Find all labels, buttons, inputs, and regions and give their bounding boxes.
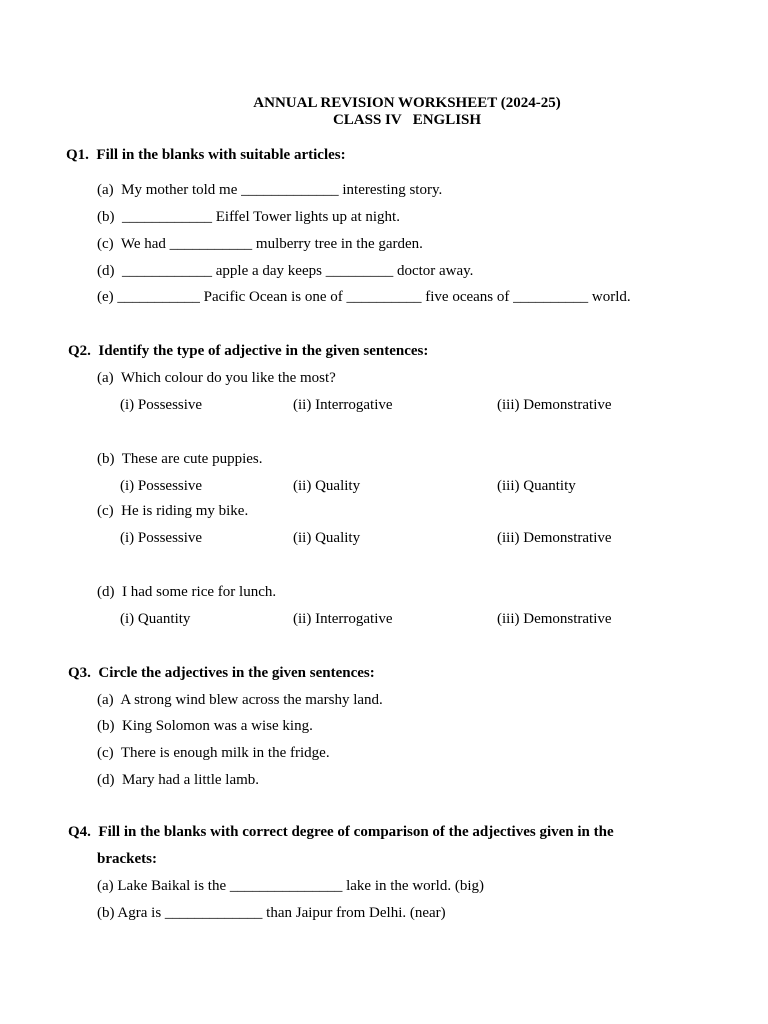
q2-d-option-2: (ii) Interrogative <box>293 611 393 627</box>
q2-a-option-1: (i) Possessive <box>120 397 203 413</box>
q2-question-a: (a) Which colour do you like the most? <box>97 370 336 386</box>
q2-b-option-1: (i) Possessive <box>120 478 203 494</box>
q1-heading: Q1. Fill in the blanks with suitable articles: <box>66 147 346 163</box>
q1-item-e: (e) ___________ Pacific Ocean is one of __________ five oceans of __________ world. <box>97 289 631 305</box>
q4-item-b: (b) Agra is _____________ than Jaipur from Delhi. (near) <box>97 905 446 921</box>
q3-heading: Q3. Circle the adjectives in the given sentences: <box>68 665 375 681</box>
q2-heading: Q2. Identify the type of adjective in the given sentences: <box>68 343 429 359</box>
q2-d-option-3: (iii) Demonstrative <box>497 611 612 627</box>
q2-a-option-3: (iii) Demonstrative <box>497 397 612 413</box>
q2-b-option-2: (ii) Quality <box>293 478 361 494</box>
worksheet-title: ANNUAL REVISION WORKSHEET (2024-25) <box>253 95 561 111</box>
q2-question-c: (c) He is riding my bike. <box>97 503 249 519</box>
q1-item-c: (c) We had ___________ mulberry tree in the garden. <box>97 236 423 252</box>
q2-c-option-2: (ii) Quality <box>293 530 361 546</box>
q3-item-d: (d) Mary had a little lamb. <box>97 772 260 788</box>
q2-c-option-1: (i) Possessive <box>120 530 203 546</box>
q2-question-b: (b) These are cute puppies. <box>97 451 263 467</box>
q1-item-a: (a) My mother told me _____________ interesting story. <box>97 182 443 198</box>
q4-item-a: (a) Lake Baikal is the _______________ lake in the world. (big) <box>97 878 484 894</box>
q4-heading-line2: brackets: <box>97 851 157 867</box>
q1-item-b: (b) ____________ Eiffel Tower lights up at night. <box>97 209 400 225</box>
q3-item-c: (c) There is enough milk in the fridge. <box>97 745 330 761</box>
q2-a-option-2: (ii) Interrogative <box>293 397 393 413</box>
q1-item-d: (d) ____________ apple a day keeps _________ doctor away. <box>97 263 474 279</box>
q2-d-option-1: (i) Quantity <box>120 611 191 627</box>
worksheet-subtitle: CLASS IV ENGLISH <box>332 112 482 128</box>
q2-c-option-3: (iii) Demonstrative <box>497 530 612 546</box>
q3-item-a: (a) A strong wind blew across the marshy land. <box>97 692 383 708</box>
q4-heading-line1: Q4. Fill in the blanks with correct degree of comparison of the adjectives given in the <box>68 824 614 840</box>
q3-item-b: (b) King Solomon was a wise king. <box>97 718 313 734</box>
q2-b-option-3: (iii) Quantity <box>497 478 576 494</box>
q2-question-d: (d) I had some rice for lunch. <box>97 584 277 600</box>
